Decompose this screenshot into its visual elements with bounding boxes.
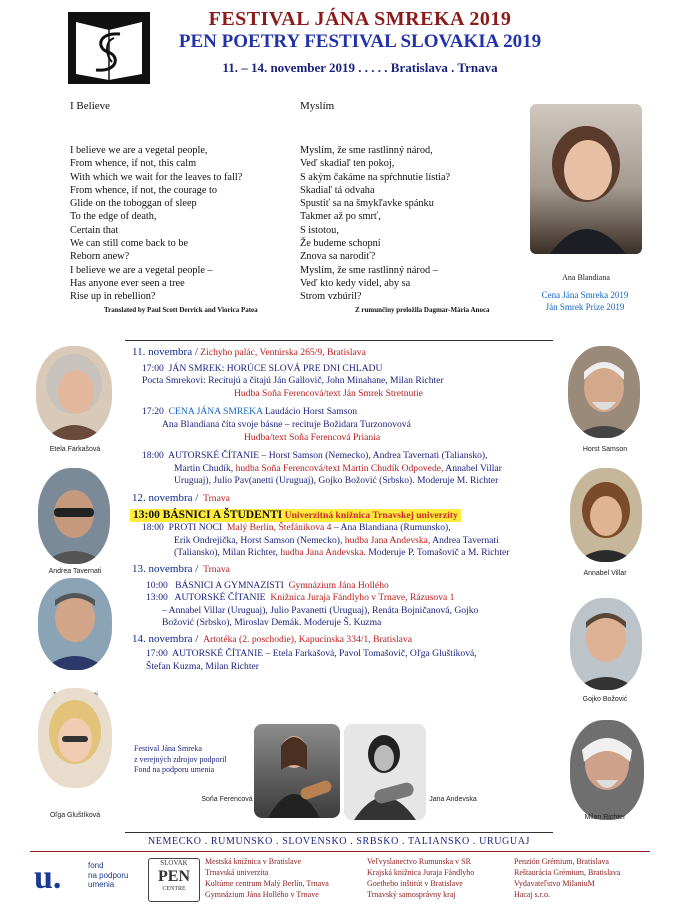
festival-logo	[68, 12, 150, 84]
poem-en	[70, 144, 242, 304]
caption-glustikova: Oľga Gluštíková	[49, 812, 101, 819]
julio-pavanetti-photo	[38, 578, 112, 670]
countries-rule-bottom	[30, 851, 650, 852]
poem-en-title: I Believe	[70, 100, 111, 112]
poem-line: I believe we are a vegetal people –	[70, 264, 213, 276]
caption-farkasova: Etela Farkašová	[49, 446, 101, 453]
poem-line: From whence, if not, the courage to	[70, 184, 217, 196]
event3-line3: Uruguaj), Julio Pav(anetti (Uruguaj), Gojko Božović (Srbsko). Moderuje M. Richter	[174, 475, 499, 487]
andrea-tavernati-photo	[38, 468, 110, 564]
event6-line2: Božović (Srbsko), Miroslav Demák. Moderuje Š. Kuzma	[162, 617, 382, 629]
event1-title: JÁN SMREK: HORÚCE SLOVÁ PRE DNI CHLADU	[168, 362, 383, 374]
divider-top	[125, 340, 553, 341]
event3-line1: AUTORSKÉ ČÍTANIE – Horst Samson (Nemecko), Andrea Tavernati (Taliansko),	[168, 450, 488, 462]
poem-line: Veď skadiaľ ten pokoj,	[300, 158, 395, 170]
event7-line2: Štefan Kuzma, Milan Richter	[146, 661, 259, 673]
poem-line: S istotou,	[300, 224, 339, 236]
caption-villar: Annabel Villar	[583, 570, 627, 577]
event6-place: Knižnica Juraja Fándlyho v Trnave, Rázusova 1	[270, 592, 455, 604]
event4-time: 18:00	[142, 522, 164, 534]
poem-line: Znova sa narodiť?	[300, 251, 376, 263]
sponsor-name: Gymnázium Jána Hollého v Trnave	[205, 890, 319, 899]
pen-logo-text: SLOVAK	[160, 859, 188, 867]
event4-place: Malý Berlín, Štefánikova 4	[227, 522, 332, 534]
event1-desc: Pocta Smrekovi: Recitujú a čítajú Ján Gallovič, John Minahane, Milan Richter	[142, 375, 444, 387]
fond-text-line: fond	[88, 861, 104, 870]
program	[132, 346, 562, 674]
sponsor-name: Reštaurácia Grémium, Bratislava	[514, 868, 621, 877]
fond-u-icon: u.	[34, 859, 62, 896]
highlight-event	[130, 509, 461, 523]
highlight-place: Univerzitná knižnica Trnavskej univerzity	[284, 509, 458, 521]
event3-time: 18:00	[142, 450, 164, 462]
highlight-title: 13:00 BÁSNICI A ŠTUDENTI	[133, 508, 283, 521]
event2-desc: Ana Blandiana číta svoje básne – recituje Božidara Turzonovová	[162, 418, 411, 430]
event4-line1: – Ana Blandiana (Rumunsko),	[333, 522, 451, 534]
etela-farkasova-photo	[36, 346, 112, 440]
event2-music: Hudba/text Soňa Ferencová Priania	[244, 431, 381, 443]
event4-music-2: hudba Jana Andevska.	[280, 547, 366, 559]
event4-line2c: Andrea Tavernati	[432, 534, 499, 546]
poem-line: With which we wait for the leaves to fall?	[70, 171, 243, 183]
poem-line: Myslím, že sme rastlinný národ –	[300, 264, 438, 276]
support-line-3: Fond na podporu umenia	[134, 765, 215, 774]
poem-line: S akým čakáme na spŕchnutie lístia?	[300, 171, 451, 183]
gojko-bozovic-photo	[570, 598, 642, 690]
sponsor-name: Trnavský samosprávny kraj	[367, 890, 456, 899]
caption-samson: Horst Samson	[582, 446, 628, 453]
horst-samson-photo	[568, 346, 640, 438]
event2-laudatio: Laudácio Horst Samson	[264, 406, 358, 418]
countries-banner: NEMECKO . RUMUNSKO . SLOVENSKO . SRBSKO . TALIANSKO . URUGUAJ	[147, 836, 531, 847]
event5-time: 10:00	[146, 579, 168, 591]
featured-prize-1: Cena Jána Smreka 2019	[541, 290, 629, 300]
sponsor-name: Vydavateľstvo MilaniuM	[514, 879, 595, 888]
sponsor-name: Hacaj s.r.o.	[514, 890, 550, 899]
sponsors-col-2	[367, 856, 474, 900]
poem-line: Spustiť sa na šmykľavke spánku	[300, 198, 434, 210]
header-title-2: PEN POETRY FESTIVAL SLOVAKIA 2019	[178, 31, 542, 52]
poem-line: Že budeme schopní	[300, 238, 381, 250]
day2-date: 12. novembra /	[132, 491, 199, 504]
sponsor-name: Trnavská univerzita	[205, 868, 269, 877]
event7-time: 17:00	[146, 648, 168, 660]
sponsor-name: Krajská knižnica Juraja Fándlyho	[367, 868, 475, 877]
poem-sk-title: Myslím	[300, 100, 335, 112]
caption-andevska: Jana Andevska	[429, 796, 477, 803]
poem-sk	[300, 144, 450, 304]
event4-line3c: Moderuje P. Tomašovič a M. Richter	[368, 547, 510, 559]
poem-line: From whence, if not, this calm	[70, 158, 197, 170]
poem-sk-credit: Z rumunčiny preložila Dagmar-Mária Anoca	[355, 306, 490, 314]
day2-place: Trnava	[203, 492, 230, 504]
poem-line: Has anyone ever seen a tree	[70, 277, 185, 289]
header-dates: 11. – 14. november 2019 . . . . . Bratislava . Trnava	[222, 60, 498, 75]
poem-line: Strom vzbúril?	[300, 291, 362, 303]
pen-logo	[148, 858, 200, 902]
sponsor-name: Penzión Grémium, Bratislava	[514, 857, 609, 866]
poem-en-credit: Translated by Paul Scott Derrick and Viorica Patea	[104, 306, 258, 314]
event6-line1: – Annabel Villar (Uruguaj), Julio Pavanetti (Uruguaj), Renáta Bojničanová, Gojko	[162, 604, 479, 616]
caption-tavernati: Andrea Tavernati	[48, 568, 102, 575]
day4-place: Artotéka (2. poschodie), Kapucínska 334/1, Bratislava	[203, 633, 412, 645]
header-title-1: FESTIVAL JÁNA SMREKA 2019	[208, 8, 512, 30]
sponsors-col-3	[514, 856, 620, 900]
event1-music: Hudba Soňa Ferencová/text Ján Smrek Stretnutie	[234, 387, 423, 399]
event4-line2: Erik Ondrejička, Horst Samson (Nemecko),	[174, 534, 343, 546]
caption-bozovic: Gojko Božović	[582, 696, 628, 703]
event5-place: Gymnázium Jána Hollého	[288, 579, 389, 591]
event5-title: BÁSNICI A GYMNAZISTI	[175, 579, 284, 591]
poem-line: I believe we are a vegetal people,	[70, 145, 208, 156]
event3-line2c: Annabel Villar	[445, 462, 502, 474]
fond-text	[88, 861, 128, 890]
fond-text-line: umenia	[88, 880, 115, 889]
event4-line3a: (Taliansko), Milan Richter,	[174, 547, 278, 559]
event6-time: 13:00	[146, 592, 168, 604]
olga-glustikova-photo	[38, 688, 112, 788]
support-line-1: Festival Jána Smreka	[134, 744, 202, 753]
event2-time: 17:20	[142, 406, 164, 418]
sona-ferencova-photo	[254, 724, 340, 818]
event4-title: PROTI NOCI	[168, 522, 223, 534]
event2-title: CENA JÁNA SMREKA	[168, 406, 263, 418]
sponsor-name: Veľvyslanectvo Rumunska v SR	[367, 857, 471, 866]
poem-line: Glide on the toboggan of sleep	[70, 198, 197, 210]
featured-prize-2: Ján Smrek Prize 2019	[545, 302, 625, 312]
sponsor-name: Goetheho inštitút v Bratislave	[367, 879, 463, 888]
event6-title: AUTORSKÉ ČÍTANIE	[174, 592, 266, 604]
poem-line: We can still come back to be	[70, 238, 189, 250]
poem-line: Reborn anew?	[70, 251, 130, 263]
support-note	[134, 744, 227, 776]
poem-line: Myslím, že sme rastlinný národ,	[300, 145, 433, 156]
annabel-villar-photo	[570, 468, 642, 562]
sponsor-name: Mestská knižnica v Bratislave	[205, 857, 302, 866]
event1-time: 17:00	[142, 362, 164, 374]
poem-line: To the edge of death,	[70, 211, 157, 223]
fond-text-line: na podporu	[88, 870, 129, 880]
event3-line2a: Martin Chudík,	[174, 462, 234, 474]
caption-richter: Milan Richter	[584, 814, 626, 821]
day1-place: Zichyho palác, Ventúrska 265/9, Bratislava	[200, 347, 366, 358]
sponsor-name: Kultúrne centrum Malý Berlín, Trnava	[205, 879, 329, 888]
event3-line2b: hudba Soňa Ferencová/text Martin Chudík Odpovede,	[235, 462, 444, 474]
jana-andevska-photo	[344, 724, 426, 820]
featured-name: Ana Blandiana	[562, 273, 610, 282]
poem-line: Takmer až po smrť,	[300, 211, 381, 223]
day3-place: Trnava	[203, 563, 230, 575]
sponsors-col-1	[205, 856, 329, 900]
day1-date: 11. novembra /	[132, 346, 198, 358]
poem-line: Rise up in rebellion?	[70, 291, 156, 303]
poem-line: Certain that	[70, 224, 119, 236]
pen-logo-text: PEN	[158, 868, 190, 885]
event4-music: hudba Jana Andevska,	[344, 534, 431, 546]
caption-ferencova: Soňa Ferencová	[201, 796, 253, 803]
day3-date: 13. novembra /	[132, 562, 199, 575]
event7-line1: AUTORSKÉ ČÍTANIE – Etela Farkašová, Pavol Tomašovič, Oľga Gluštíková,	[172, 648, 477, 660]
poem-line: Veď kto kedy videl, aby sa	[300, 277, 411, 289]
milan-richter-photo	[570, 720, 644, 820]
pen-logo-text: CENTRE	[162, 886, 186, 892]
ana-blandiana-photo	[530, 104, 642, 254]
support-line-2: z verejných zdrojov podporil	[134, 754, 227, 764]
countries-rule-top	[125, 832, 553, 833]
fond-logo	[34, 858, 138, 900]
day4-date: 14. novembra /	[132, 632, 199, 645]
poem-line: Skadiaľ tá odvaha	[300, 184, 375, 196]
